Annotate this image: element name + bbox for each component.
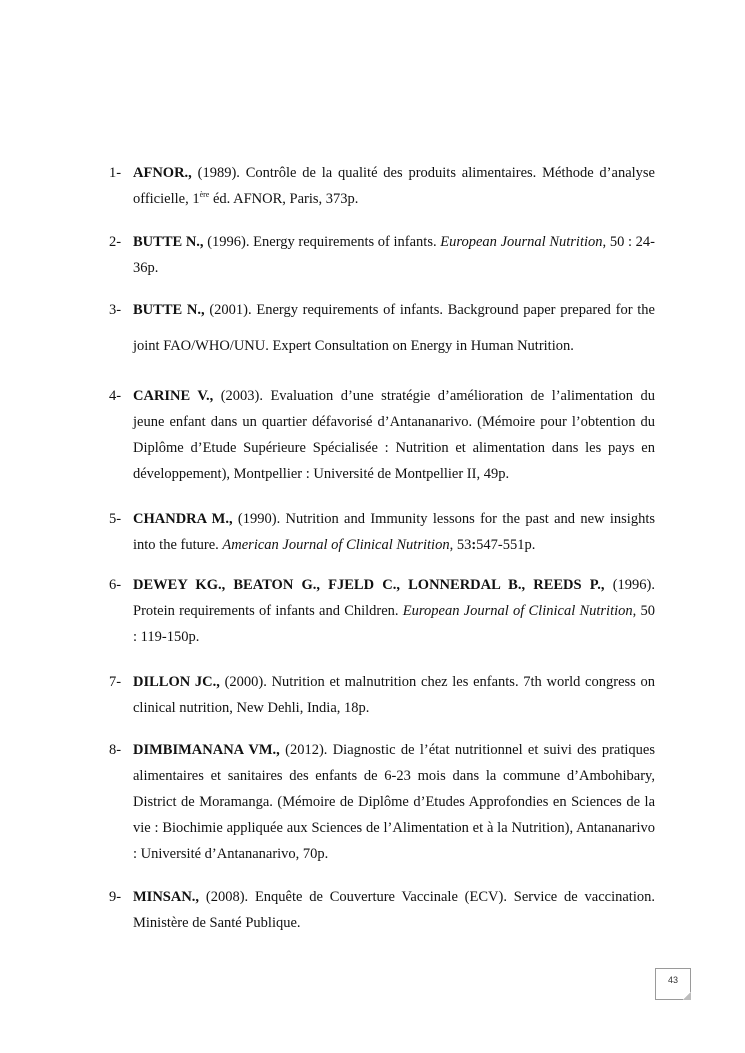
reference-item: 5- CHANDRA M., (1990). Nutrition and Immunity lessons for the past and new insights into the future. American Journal of Clinical Nutrition, 53:547-551p.: [111, 506, 655, 558]
reference-number: 6-: [109, 577, 122, 593]
reference-author: DILLON JC.,: [133, 674, 220, 690]
page-curl-icon: [683, 992, 691, 1000]
reference-number: 2-: [109, 234, 122, 250]
reference-author: CARINE V.,: [133, 388, 214, 404]
reference-item: 3- BUTTE N., (2001). Energy requirements of infants. Background paper prepared for the joint FAO/WHO/UNU. Expert Consultation on Energy in Human Nutrition.: [111, 292, 655, 364]
reference-author: DEWEY KG., BEATON G., FJELD C., LONNERDAL B., REEDS P.,: [133, 577, 605, 593]
reference-number: 5-: [109, 511, 122, 527]
reference-author: BUTTE N.,: [133, 302, 205, 318]
reference-author: AFNOR.,: [133, 165, 192, 181]
journal-title: American Journal of Clinical Nutrition: [222, 537, 450, 553]
reference-number: 8-: [109, 742, 122, 758]
reference-item: 8- DIMBIMANANA VM., (2012). Diagnostic de l’état nutritionnel et suivi des pratiques alimentaires et sanitaires des enfants de 6-23 mois dans la commune d’Ambohibary, District de Moramanga. (Mémoire de Diplôme d’Etudes Approfondies en Sciences de la vie : Biochimie appliquée aux Sciences de l’Alimentation et à la Nutrition), Antananarivo : Université d’Antananarivo, 70p.: [111, 737, 655, 867]
reference-number: 7-: [109, 674, 122, 690]
reference-item: 4- CARINE V., (2003). Evaluation d’une stratégie d’amélioration de l’alimentation du jeune enfant dans un quartier défavorisé d’Antananarivo. (Mémoire pour l’obtention du Diplôme d’Etude Supérieure Spécialisée : Nutrition et alimentation dans les pays en développement), Montpellier : Université de Montpellier II, 49p.: [111, 383, 655, 487]
reference-item: 6- DEWEY KG., BEATON G., FJELD C., LONNERDAL B., REEDS P., (1996). Protein requirements of infants and Children. European Journal of Clinical Nutrition, 50 : 119-150p.: [111, 572, 655, 650]
reference-author: MINSAN.,: [133, 889, 200, 905]
reference-item: 9- MINSAN., (2008). Enquête de Couverture Vaccinale (ECV). Service de vaccination. Ministère de Santé Publique.: [111, 884, 655, 936]
page-number-box: [655, 968, 691, 1000]
reference-author: DIMBIMANANA VM.,: [133, 742, 280, 758]
journal-title: European Journal Nutrition: [440, 234, 603, 250]
reference-item: 2- BUTTE N., (1996). Energy requirements of infants. European Journal Nutrition, 50 : 24-36p.: [111, 229, 655, 281]
page-number: 43: [667, 975, 678, 985]
reference-number: 9-: [109, 889, 122, 905]
reference-author: BUTTE N.,: [133, 234, 204, 250]
reference-number: 3-: [109, 302, 122, 318]
reference-number: 1-: [109, 165, 122, 181]
reference-item: 1- AFNOR., (1989). Contrôle de la qualité des produits alimentaires. Méthode d’analyse officielle, 1ère éd. AFNOR, Paris, 373p.: [111, 160, 655, 212]
superscript: ère: [199, 190, 210, 199]
journal-title: European Journal of Clinical Nutrition: [402, 603, 633, 619]
reference-author: CHANDRA M.,: [133, 511, 233, 527]
reference-number: 4-: [109, 388, 122, 404]
reference-item: 7- DILLON JC., (2000). Nutrition et malnutrition chez les enfants. 7th world congress on clinical nutrition, New Dehli, India, 18p.: [111, 669, 655, 721]
